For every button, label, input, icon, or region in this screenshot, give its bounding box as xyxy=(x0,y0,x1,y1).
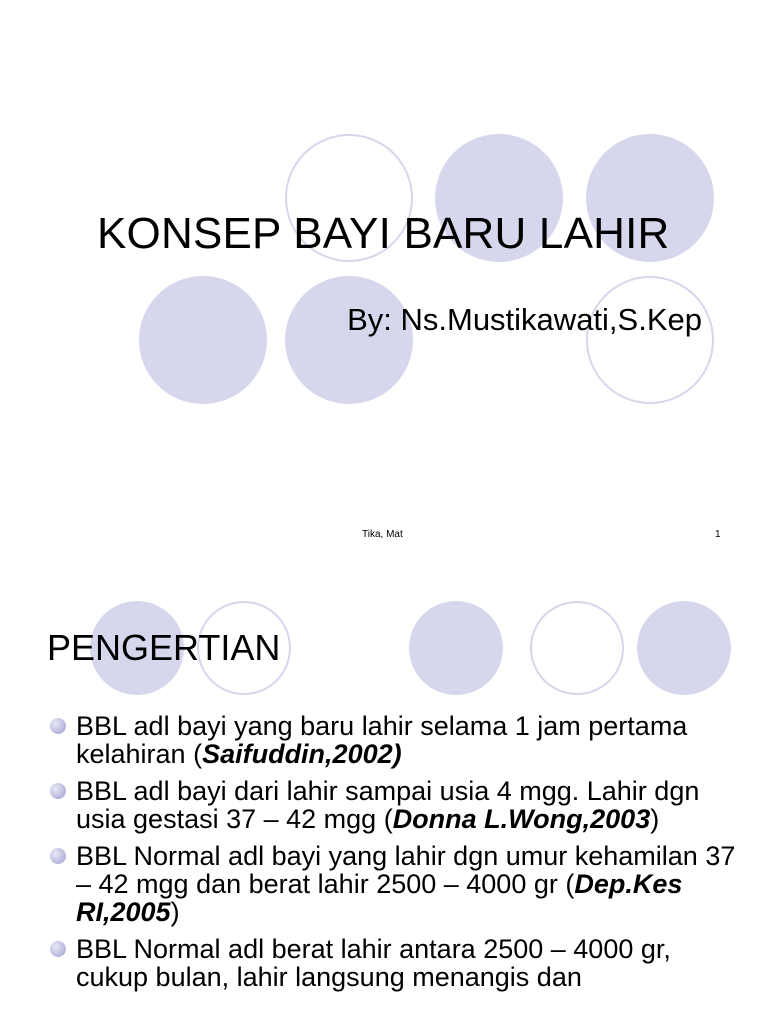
author-subtitle: By: Ns.Mustikawati,S.Kep xyxy=(347,302,702,337)
slide-title-text: KONSEP BAYI BARU LAHIR xyxy=(97,209,670,258)
slide-footer: Tika, Mat xyxy=(362,529,403,540)
bullet-icon xyxy=(50,718,66,734)
list-item xyxy=(48,712,738,768)
item-text-end: ) xyxy=(650,804,660,834)
item-text: BBL adl bayi dari lahir sampai usia 4 mgg. Lahir dgn usia gestasi 37 – 42 mgg ( xyxy=(76,776,700,834)
decor-circle xyxy=(139,276,267,404)
decor-circle xyxy=(409,601,503,695)
bullet-icon xyxy=(50,848,66,864)
item-text: BBL Normal adl berat lahir antara 2500 – 4000 gr, cukup bulan, lahir langsung menangis dan xyxy=(76,934,671,992)
bullet-icon xyxy=(50,941,66,957)
section-title: PENGERTIAN xyxy=(47,627,281,668)
bullet-icon xyxy=(50,783,66,799)
citation: Saifuddin,2002) xyxy=(202,739,402,769)
decor-circle xyxy=(285,276,413,404)
list-item xyxy=(48,935,738,991)
decor-circle xyxy=(530,601,624,695)
item-text: BBL Normal adl bayi yang lahir dgn umur kehamilan 37 – 42 mgg dan berat lahir 2500 – 4000 gr ( xyxy=(76,841,736,899)
definition-list xyxy=(48,712,738,1000)
citation: Donna L.Wong,2003 xyxy=(392,804,651,834)
list-item xyxy=(48,842,738,926)
decor-circle xyxy=(637,601,731,695)
citation: Dep.Kes RI,2005 xyxy=(76,869,683,927)
decor-circle xyxy=(586,276,714,404)
item-text-end: ) xyxy=(170,897,180,927)
item-text: BBL adl bayi yang baru lahir selama 1 jam pertama kelahiran ( xyxy=(76,711,688,769)
list-item xyxy=(48,777,738,833)
slide-number: 1 xyxy=(715,529,721,540)
slide-pengertian xyxy=(0,576,768,1024)
